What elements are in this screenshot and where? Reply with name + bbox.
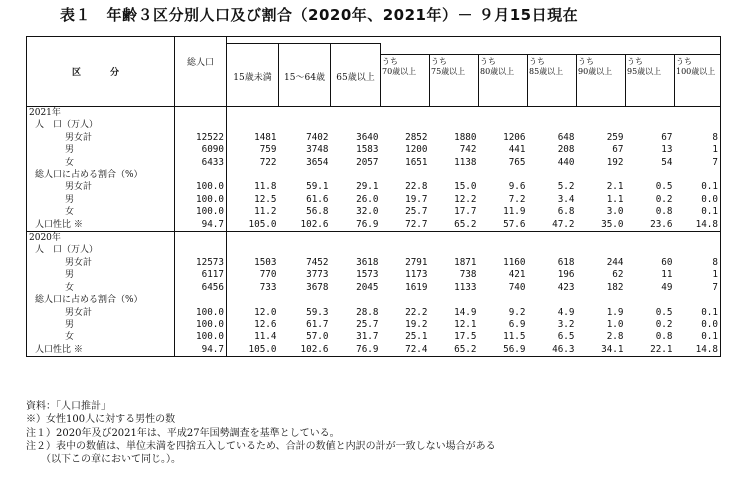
- table-row: [27, 331, 721, 343]
- table-cell: 423: [557, 281, 575, 293]
- table-cell: 738: [459, 269, 477, 281]
- table-cell: 12.2: [454, 193, 477, 205]
- table-cell: 1573: [356, 269, 379, 281]
- table-cell: 3773: [306, 269, 329, 281]
- table-cell: 3748: [306, 144, 329, 156]
- sex-ratio-row: [27, 344, 721, 357]
- table-cell: [430, 244, 479, 256]
- table-cell: [528, 294, 577, 306]
- row-label: 人 口（万人）: [27, 244, 175, 256]
- table-cell: 1619: [405, 281, 428, 293]
- row-label: 男女計: [27, 181, 175, 193]
- table-cell: [175, 294, 227, 306]
- table-cell: 421: [508, 269, 526, 281]
- table-cell: 0.0: [675, 319, 721, 331]
- table-cell: 7402: [306, 131, 329, 143]
- table-cell: 11.2: [254, 206, 277, 218]
- table-cell: 441: [508, 144, 526, 156]
- footnotes: [26, 400, 496, 466]
- table-cell: 29.1: [356, 181, 379, 193]
- table-cell: 105.0: [227, 344, 279, 357]
- table-cell: [175, 119, 227, 131]
- section-heading-ratio: [27, 169, 721, 181]
- table-row: [27, 269, 721, 281]
- table-cell: 12.0: [254, 306, 277, 318]
- table-cell: 770: [259, 269, 277, 281]
- table-cell: [381, 119, 430, 131]
- table-cell: 3640: [356, 131, 379, 143]
- header-sub-age: 75歳以上: [431, 66, 466, 76]
- table-cell: 3618: [356, 256, 379, 268]
- table-cell: 14.9: [454, 306, 477, 318]
- table-cell: 94.7: [175, 344, 227, 357]
- table-cell: 244: [606, 256, 624, 268]
- table-cell: [175, 107, 227, 120]
- header-sub-prefix: うち: [627, 56, 643, 66]
- table-cell: [675, 244, 721, 256]
- table-cell: 0.5: [655, 306, 673, 318]
- row-label: 男女計: [27, 132, 175, 144]
- header-sub-age: 100歳以上: [676, 66, 716, 76]
- table-cell: 1: [675, 144, 721, 156]
- table-cell: [227, 107, 279, 120]
- table-cell: 648: [557, 131, 575, 143]
- table-cell: 0.0: [675, 194, 721, 206]
- header-under15: 15歳未満: [227, 44, 279, 107]
- table-cell: 3654: [306, 156, 329, 168]
- table-cell: 67: [661, 131, 673, 143]
- table-cell: 2057: [356, 156, 379, 168]
- table-cell: [577, 244, 626, 256]
- header-sub-prefix: うち: [480, 56, 496, 66]
- header-sub-prefix: うち: [676, 56, 692, 66]
- table-cell: [626, 232, 675, 245]
- table-cell: 19.2: [405, 318, 428, 330]
- table-cell: 182: [606, 281, 624, 293]
- table-cell: 6433: [175, 157, 227, 169]
- table-cell: 11.8: [254, 181, 277, 193]
- header-15to64: 15～64歳: [279, 44, 331, 107]
- table-cell: [577, 107, 626, 120]
- table-cell: 100.0: [175, 206, 227, 218]
- header-category: 区 分: [27, 37, 175, 107]
- table-cell: 2852: [405, 131, 428, 143]
- table-cell: [381, 107, 430, 120]
- table-cell: 72.7: [381, 219, 430, 232]
- table-row: [27, 206, 721, 218]
- table-cell: 102.6: [279, 219, 331, 232]
- table-cell: 1.0: [606, 318, 624, 330]
- year-row: [27, 232, 721, 245]
- table-cell: 22.2: [405, 306, 428, 318]
- header-sub-age: 80歳以上: [480, 66, 515, 76]
- table-cell: 7: [675, 282, 721, 294]
- table-cell: [175, 169, 227, 181]
- table-cell: [626, 169, 675, 181]
- table-cell: [381, 294, 430, 306]
- table-cell: [577, 169, 626, 181]
- note-2-cont: （以下この章において同じ。）。: [26, 454, 181, 466]
- table-cell: 54: [661, 156, 673, 168]
- table-cell: 76.9: [331, 344, 381, 357]
- table-cell: [479, 232, 528, 245]
- table-cell: 22.1: [626, 344, 675, 357]
- section-heading-population: [27, 244, 721, 256]
- table-cell: [577, 119, 626, 131]
- table-cell: 9.6: [508, 181, 526, 193]
- table-cell: 11: [661, 269, 673, 281]
- table-cell: 12.6: [254, 318, 277, 330]
- table-cell: 7.2: [508, 193, 526, 205]
- section-heading-ratio: [27, 294, 721, 306]
- table-cell: 765: [508, 156, 526, 168]
- table-cell: 0.1: [675, 307, 721, 319]
- table-cell: [577, 232, 626, 245]
- table-cell: [479, 244, 528, 256]
- sex-ratio-row: [27, 219, 721, 232]
- table-cell: 25.1: [405, 331, 428, 343]
- row-label: 男: [27, 269, 175, 281]
- row-label: 女: [27, 282, 175, 294]
- row-label: 2021年: [27, 107, 175, 120]
- table-cell: 6090: [175, 144, 227, 156]
- table-cell: 1583: [356, 144, 379, 156]
- table-cell: [626, 107, 675, 120]
- row-label: 人 口（万人）: [27, 119, 175, 131]
- table-cell: 34.1: [577, 344, 626, 357]
- table-cell: [331, 294, 381, 306]
- table-cell: 76.9: [331, 219, 381, 232]
- table-cell: [430, 232, 479, 245]
- table-cell: 62: [612, 269, 624, 281]
- table-cell: 1200: [405, 144, 428, 156]
- table-cell: 32.0: [356, 206, 379, 218]
- table-cell: 72.4: [381, 344, 430, 357]
- table-cell: 1880: [454, 131, 477, 143]
- table-cell: 192: [606, 156, 624, 168]
- note-asterisk: ※）女性100人に対する男性の数: [26, 414, 176, 426]
- row-label: 男: [27, 319, 175, 331]
- table-cell: [430, 294, 479, 306]
- table-cell: 6456: [175, 282, 227, 294]
- table-cell: 5.2: [557, 181, 575, 193]
- table-cell: 100.0: [175, 307, 227, 319]
- table-cell: [479, 119, 528, 131]
- table-cell: 259: [606, 131, 624, 143]
- table-cell: 100.0: [175, 331, 227, 343]
- table-cell: 2045: [356, 281, 379, 293]
- table-cell: 0.2: [655, 193, 673, 205]
- table-cell: 1133: [454, 281, 477, 293]
- table-row: [27, 144, 721, 156]
- table-cell: 1.1: [606, 193, 624, 205]
- row-label: 2020年: [27, 232, 175, 245]
- table-cell: 11.9: [503, 206, 526, 218]
- table-cell: 1871: [454, 256, 477, 268]
- header-sub-prefix: うち: [529, 56, 545, 66]
- table-cell: 1651: [405, 156, 428, 168]
- table-cell: 25.7: [356, 318, 379, 330]
- header-sub-2: [479, 54, 528, 106]
- table-cell: 1481: [254, 131, 277, 143]
- section-heading-population: [27, 119, 721, 131]
- table-cell: 6.9: [508, 318, 526, 330]
- table-cell: 8: [675, 132, 721, 144]
- table-cell: [227, 232, 279, 245]
- table-cell: [626, 119, 675, 131]
- table-cell: 57.6: [479, 219, 528, 232]
- table-cell: [430, 169, 479, 181]
- table-cell: 17.5: [454, 331, 477, 343]
- table-cell: 28.8: [356, 306, 379, 318]
- table-cell: [279, 119, 331, 131]
- page-title: 表１ 年齢３区分別人口及び割合（2020年、2021年）－ ９月15日現在: [60, 6, 579, 24]
- table-cell: 15.0: [454, 181, 477, 193]
- table-cell: [227, 244, 279, 256]
- table-cell: [331, 107, 381, 120]
- table-cell: [675, 169, 721, 181]
- table-cell: 3678: [306, 281, 329, 293]
- header-sub-age: 85歳以上: [529, 66, 564, 76]
- table-cell: [430, 107, 479, 120]
- table-cell: [279, 244, 331, 256]
- table-cell: [227, 169, 279, 181]
- table-cell: 26.0: [356, 193, 379, 205]
- table-cell: 0.1: [675, 181, 721, 193]
- table-cell: 0.1: [675, 331, 721, 343]
- table-cell: [227, 294, 279, 306]
- table-cell: 4.9: [557, 306, 575, 318]
- table-cell: [479, 294, 528, 306]
- table-cell: 618: [557, 256, 575, 268]
- table-row: [27, 319, 721, 331]
- table-cell: [528, 244, 577, 256]
- header-sub-age: 90歳以上: [578, 66, 613, 76]
- table-cell: 59.1: [306, 181, 329, 193]
- table-cell: 0.5: [655, 181, 673, 193]
- table-cell: [577, 294, 626, 306]
- table-cell: 2791: [405, 256, 428, 268]
- population-table: [26, 36, 721, 357]
- table-cell: 8: [675, 257, 721, 269]
- table-cell: [279, 169, 331, 181]
- table-cell: 6.5: [557, 331, 575, 343]
- table-cell: 2.1: [606, 181, 624, 193]
- table-cell: 12573: [175, 257, 227, 269]
- table-cell: 102.6: [279, 344, 331, 357]
- table-cell: [528, 169, 577, 181]
- note-2: 注２）表中の数値は、単位未満を四捨五入しているため、合計の数値と内訳の計が一致しない場合がある: [26, 440, 496, 452]
- table-cell: 17.7: [454, 206, 477, 218]
- table-cell: 6.8: [557, 206, 575, 218]
- table-cell: 61.6: [306, 193, 329, 205]
- table-cell: 733: [259, 281, 277, 293]
- table-cell: 12.1: [454, 318, 477, 330]
- table-row: [27, 257, 721, 269]
- table-row: [27, 282, 721, 294]
- table-row: [27, 194, 721, 206]
- table-cell: 759: [259, 144, 277, 156]
- header-sub-prefix: うち: [431, 56, 447, 66]
- table-cell: [479, 107, 528, 120]
- table-cell: [175, 244, 227, 256]
- table-cell: 440: [557, 156, 575, 168]
- table-cell: [381, 232, 430, 245]
- note-source: 資料：「人口推計」: [26, 401, 111, 412]
- table-cell: 12522: [175, 132, 227, 144]
- table-cell: 100.0: [175, 194, 227, 206]
- table-cell: 3.2: [557, 318, 575, 330]
- table-cell: 47.2: [528, 219, 577, 232]
- table-cell: 60: [661, 256, 673, 268]
- row-label: 男: [27, 144, 175, 156]
- table-cell: 23.6: [626, 219, 675, 232]
- note-1: 注１）2020年及び2021年は、平成27年国勢調査を基準としている。: [26, 427, 340, 439]
- header-sub-3: [528, 54, 577, 106]
- header-sub-age: 70歳以上: [382, 66, 417, 76]
- row-label: 男女計: [27, 257, 175, 269]
- table-cell: [528, 232, 577, 245]
- table-cell: 14.8: [675, 219, 721, 232]
- table-cell: 94.7: [175, 219, 227, 232]
- table-row: [27, 132, 721, 144]
- table-cell: 9.2: [508, 306, 526, 318]
- table-cell: 19.7: [405, 193, 428, 205]
- table-cell: [331, 119, 381, 131]
- table-cell: 6117: [175, 269, 227, 281]
- row-label: 女: [27, 157, 175, 169]
- header-sub-age: 95歳以上: [627, 66, 662, 76]
- table-cell: [331, 232, 381, 245]
- row-label: 総人口に占める割合（%）: [27, 169, 175, 181]
- table-cell: 742: [459, 144, 477, 156]
- table-cell: 11.5: [503, 331, 526, 343]
- table-cell: 35.0: [577, 219, 626, 232]
- table-cell: [675, 294, 721, 306]
- table-cell: 22.8: [405, 181, 428, 193]
- header-sub-0: [381, 54, 430, 106]
- table-cell: 1.9: [606, 306, 624, 318]
- header-sub-prefix: うち: [578, 56, 594, 66]
- table-cell: 7: [675, 157, 721, 169]
- table-cell: 31.7: [356, 331, 379, 343]
- table-cell: 0.1: [675, 206, 721, 218]
- table-cell: 13: [661, 144, 673, 156]
- table-row: [27, 157, 721, 169]
- table-cell: 100.0: [175, 181, 227, 193]
- row-label: 女: [27, 206, 175, 218]
- table-cell: [430, 119, 479, 131]
- table-cell: 49: [661, 281, 673, 293]
- table-cell: 59.3: [306, 306, 329, 318]
- table-cell: 61.7: [306, 318, 329, 330]
- table-cell: [675, 119, 721, 131]
- table-cell: 0.8: [655, 331, 673, 343]
- table-cell: 67: [612, 144, 624, 156]
- table-cell: 1173: [405, 269, 428, 281]
- table-cell: [279, 294, 331, 306]
- row-label: 女: [27, 331, 175, 343]
- table-cell: [331, 244, 381, 256]
- table-cell: 25.7: [405, 206, 428, 218]
- table-cell: [528, 119, 577, 131]
- table-cell: 1503: [254, 256, 277, 268]
- table-cell: 722: [259, 156, 277, 168]
- table-cell: [675, 232, 721, 245]
- table-cell: 1138: [454, 156, 477, 168]
- table-cell: 0.2: [655, 318, 673, 330]
- table-cell: [675, 107, 721, 120]
- header-over65: 65歳以上: [331, 44, 381, 107]
- table-cell: 100.0: [175, 319, 227, 331]
- table-cell: [279, 107, 331, 120]
- table-cell: [626, 294, 675, 306]
- table-cell: 3.0: [606, 206, 624, 218]
- table-cell: 56.8: [306, 206, 329, 218]
- header-sub-5: [626, 54, 675, 106]
- table-cell: 196: [557, 269, 575, 281]
- table-cell: 3.4: [557, 193, 575, 205]
- header-sub-1: [430, 54, 479, 106]
- table-cell: 65.2: [430, 219, 479, 232]
- table-cell: 105.0: [227, 219, 279, 232]
- table-cell: 14.8: [675, 344, 721, 357]
- row-label: 総人口に占める割合（%）: [27, 294, 175, 306]
- table-cell: [279, 232, 331, 245]
- year-row: [27, 107, 721, 120]
- table-cell: 56.9: [479, 344, 528, 357]
- table-cell: [479, 169, 528, 181]
- table-cell: 2.8: [606, 331, 624, 343]
- row-label: 人口性比 ※: [27, 344, 175, 357]
- row-label: 男女計: [27, 307, 175, 319]
- table-cell: 1160: [503, 256, 526, 268]
- table-cell: [381, 169, 430, 181]
- table-cell: 57.0: [306, 331, 329, 343]
- header-total: 総人口: [175, 37, 227, 107]
- table-cell: 740: [508, 281, 526, 293]
- table-cell: 11.4: [254, 331, 277, 343]
- header-sub-6: [675, 54, 721, 106]
- table-cell: 1: [675, 269, 721, 281]
- table-cell: 46.3: [528, 344, 577, 357]
- row-label: 人口性比 ※: [27, 219, 175, 232]
- table-cell: 65.2: [430, 344, 479, 357]
- table-cell: 208: [557, 144, 575, 156]
- header-sub-prefix: うち: [382, 56, 398, 66]
- table-cell: [528, 107, 577, 120]
- table-cell: [175, 232, 227, 245]
- table-cell: [626, 244, 675, 256]
- table-cell: 0.8: [655, 206, 673, 218]
- row-label: 男: [27, 194, 175, 206]
- table-cell: 12.5: [254, 193, 277, 205]
- table-cell: 7452: [306, 256, 329, 268]
- table-cell: 1206: [503, 131, 526, 143]
- table-row: [27, 307, 721, 319]
- table-row: [27, 181, 721, 193]
- header-sub-4: [577, 54, 626, 106]
- table-cell: [227, 119, 279, 131]
- table-cell: [331, 169, 381, 181]
- table-cell: [381, 244, 430, 256]
